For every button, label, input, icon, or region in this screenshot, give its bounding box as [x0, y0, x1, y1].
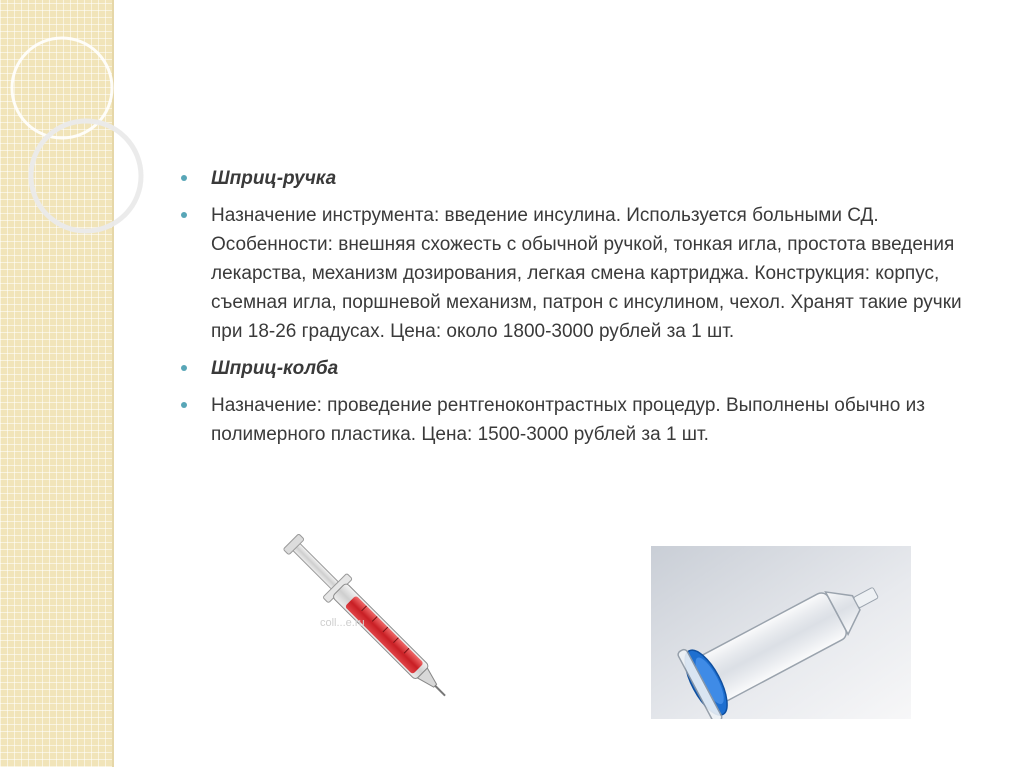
bullet-text: Шприц-ручка [211, 168, 337, 189]
ring-small [31, 121, 141, 231]
bullet-text: Назначение: проведение рентгеноконтрастных процедур. Выполнены обычно из полимерного пластика. Цена: 1500-3000 рублей за 1 шт. [211, 395, 925, 445]
bullet-dot-icon [181, 365, 187, 371]
bullet-item-syringe-flask-title [178, 354, 990, 383]
bullet-item-syringe-pen-description [178, 201, 990, 346]
bullet-item-syringe-pen-title [178, 164, 990, 193]
slide-content [178, 164, 990, 457]
decorative-rings [0, 0, 180, 260]
image-watermark: coll...e.ru [320, 617, 365, 629]
bullet-list [178, 164, 990, 449]
bullet-text: Шприц-колба [211, 358, 339, 379]
bullet-dot-icon [181, 175, 187, 181]
bullet-item-syringe-flask-description [178, 391, 990, 449]
bullet-text: Назначение инструмента: введение инсулина. Используется больными СД. Особенности: внешняя схожесть с обычной ручкой, тонкая игла, простота введения лекарства, механизм дозирования, легкая смена картриджа. Конструкция: корпус, съемная игла, поршневой механизм, патрон с инсулином, чехол. Хранят такие ручки при 18-26 градусах. Цена: около 1800-3000 рублей за 1 шт. [211, 205, 962, 342]
bullet-dot-icon [181, 212, 187, 218]
syringe-flask-image [651, 546, 911, 719]
bullet-dot-icon [181, 402, 187, 408]
red-syringe-pen-image [262, 528, 474, 713]
